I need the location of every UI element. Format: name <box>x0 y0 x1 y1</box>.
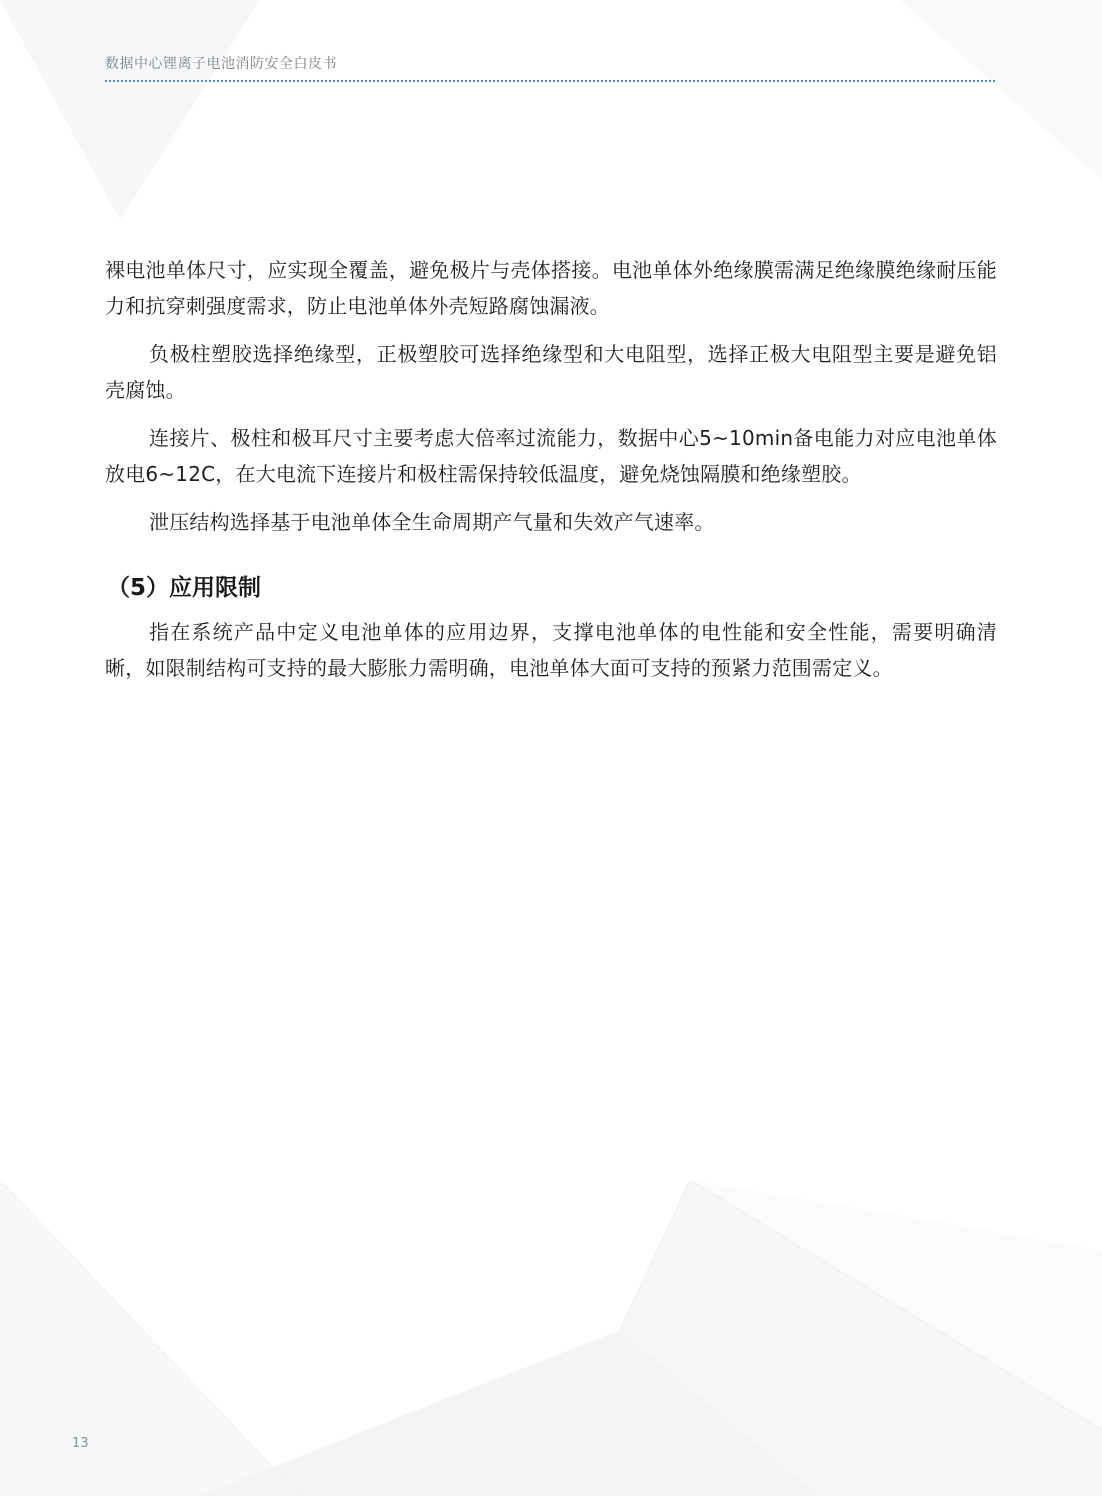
paragraph-connector-size: 连接片、极柱和极耳尺寸主要考虑大倍率过流能力，数据中心5~10min备电能力对应电池单体放电6~12C，在大电流下连接片和极柱需保持较低温度，避免烧蚀隔膜和绝缘塑胶。 <box>105 426 997 486</box>
page-header <box>105 54 995 82</box>
header-divider <box>105 80 995 82</box>
document-title: 数据中心锂离子电池消防安全白皮书 <box>105 56 337 72</box>
paragraph-application-limits: 指在系统产品中定义电池单体的应用边界，支撑电池单体的电性能和安全性能，需要明确清晰，如限制结构可支持的最大膨胀力需明确，电池单体大面可支持的预紧力范围需定义。 <box>105 620 997 680</box>
paragraph-terminal-plastic: 负极柱塑胶选择绝缘型，正极塑胶可选择绝缘型和大电阻型，选择正极大电阻型主要是避免铝壳腐蚀。 <box>105 342 997 402</box>
paragraph-insulation: 裸电池单体尺寸，应实现全覆盖，避免极片与壳体搭接。电池单体外绝缘膜需满足绝缘膜绝缘耐压能力和抗穿刺强度需求，防止电池单体外壳短路腐蚀漏液。 <box>105 258 997 318</box>
main-content <box>105 252 997 698</box>
page-number: 13 <box>72 1436 89 1451</box>
section-heading-application-limits: （5）应用限制 <box>107 575 262 601</box>
paragraph-pressure-relief: 泄压结构选择基于电池单体全生命周期产气量和失效产气速率。 <box>149 510 715 534</box>
